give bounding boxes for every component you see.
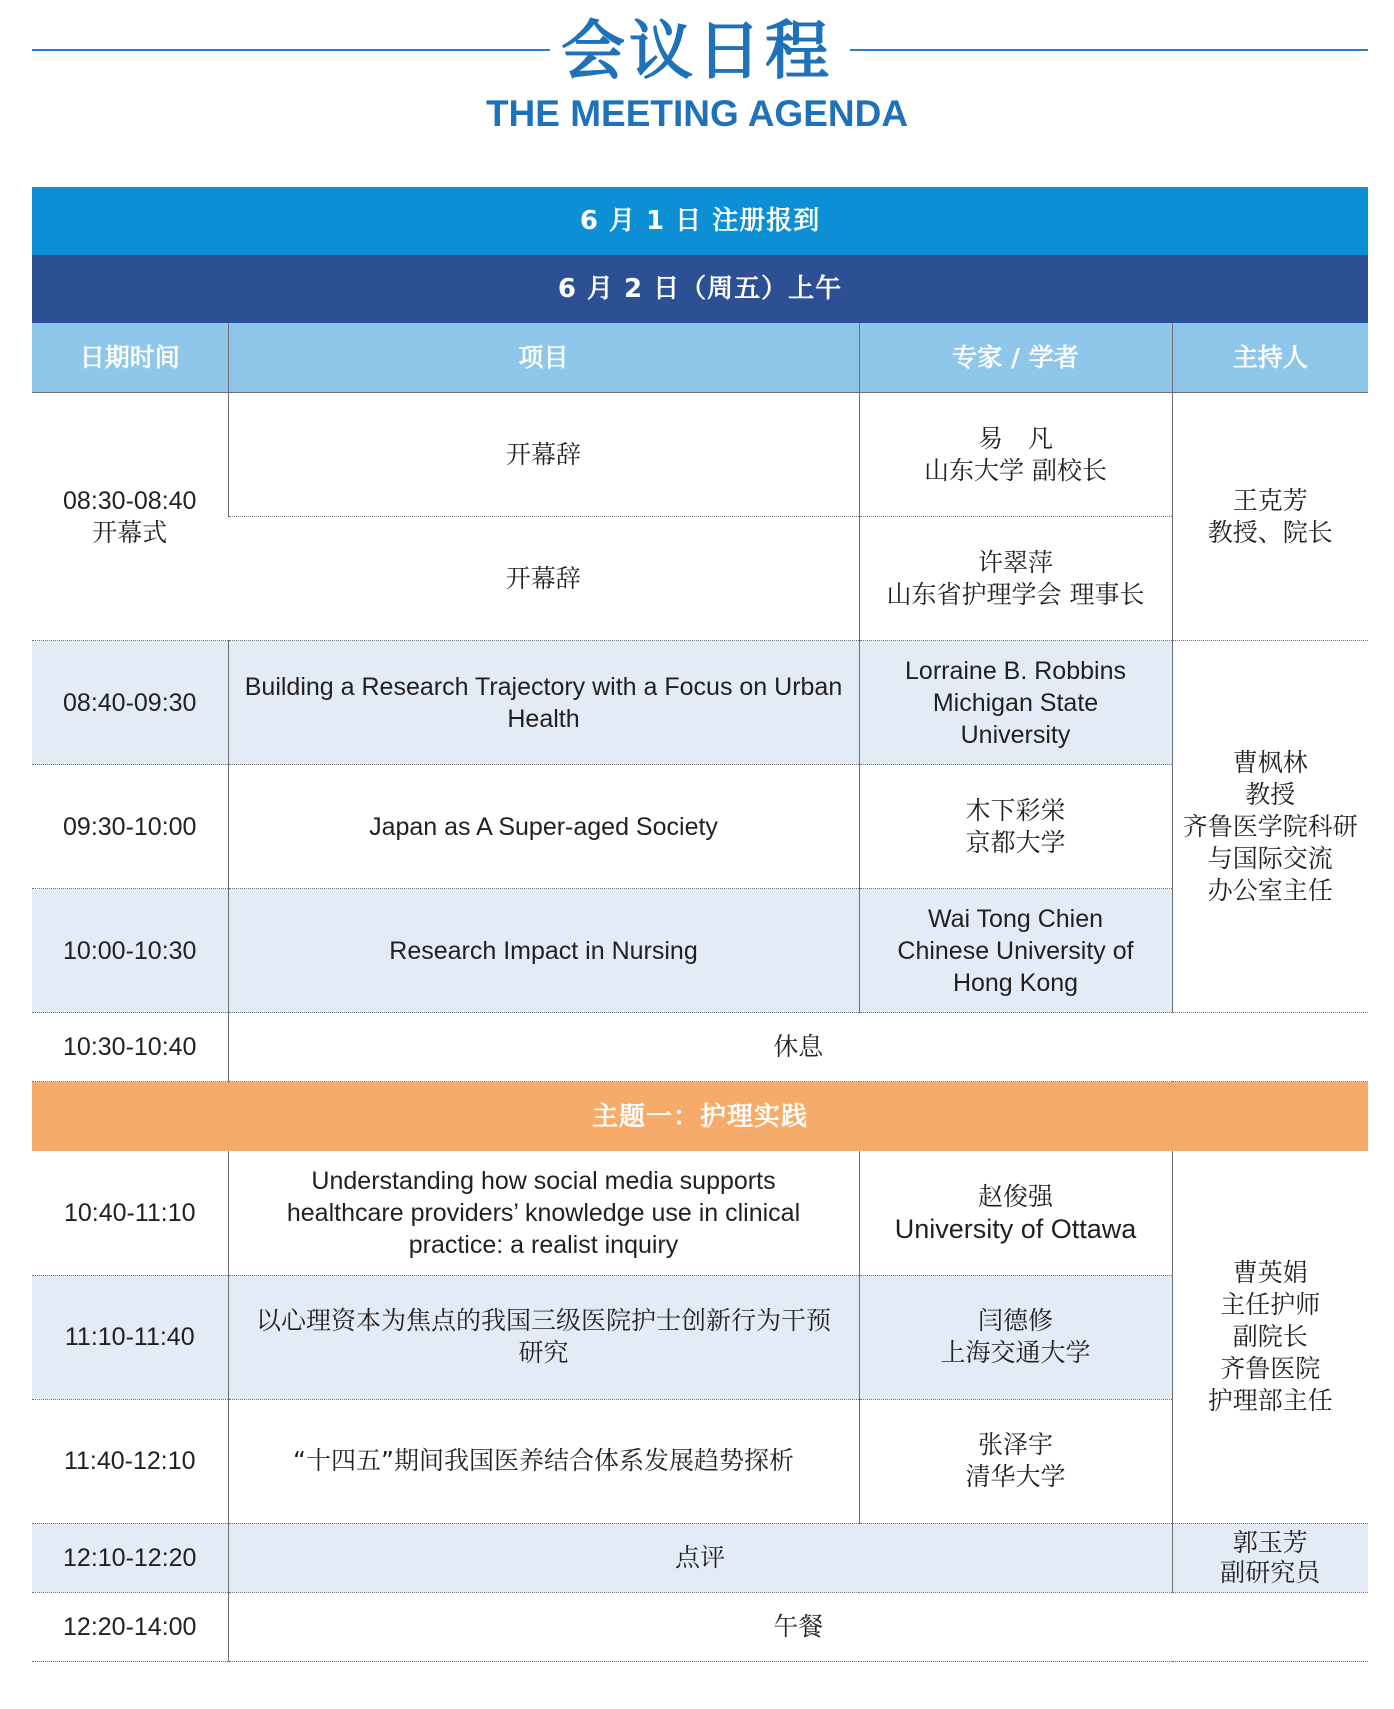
- speaker-line: 张泽宇: [977, 1430, 1053, 1459]
- table-row: [32, 1275, 1368, 1399]
- item-line: practice: a realist inquiry: [408, 1230, 679, 1259]
- table-row: [32, 641, 1368, 765]
- session1-speaker-2: [859, 765, 1172, 889]
- column-header-speaker: 专家 / 学者: [859, 323, 1172, 393]
- session2-item-2: [228, 1275, 859, 1399]
- column-header-row: [32, 323, 1368, 393]
- table-row: [32, 1592, 1368, 1661]
- host-line: 主任护师: [1220, 1289, 1321, 1319]
- session1-time-3: 10:00-10:30: [32, 889, 228, 1013]
- host-line: 副研究员: [1220, 1557, 1321, 1587]
- speaker-line: 赵俊强: [977, 1181, 1053, 1211]
- column-header-host: 主持人: [1172, 323, 1368, 393]
- host-line: 齐鲁医院: [1220, 1353, 1321, 1383]
- host-line: 办公室主任: [1207, 875, 1333, 905]
- speaker-line: University: [960, 720, 1071, 749]
- session1-time-2: 09:30-10:00: [32, 765, 228, 889]
- band-registration: 6 月 1 日 注册报到: [32, 187, 1368, 255]
- opening-time-cell: [32, 393, 228, 641]
- session1-time-1: 08:40-09:30: [32, 641, 228, 765]
- lunch-label: 午餐: [228, 1592, 1368, 1661]
- session2-time-2: 11:10-11:40: [32, 1275, 228, 1399]
- table-row: [32, 1523, 1368, 1592]
- break-time: 10:30-10:40: [32, 1013, 228, 1082]
- speaker-line: Michigan State: [932, 688, 1099, 717]
- session2-speaker-1: [859, 1151, 1172, 1275]
- band-registration-row: [32, 187, 1368, 255]
- speaker-affiliation: 山东省护理学会 理事长: [886, 579, 1145, 609]
- host-line: 与国际交流: [1207, 843, 1333, 873]
- session2-host: [1172, 1151, 1368, 1523]
- host-title: 教授、院长: [1207, 517, 1333, 547]
- table-row: [32, 1151, 1368, 1275]
- speaker-affiliation: 山东大学 副校长: [924, 455, 1107, 485]
- page-title-en: THE MEETING AGENDA: [485, 93, 909, 134]
- item-line: healthcare providers’ knowledge use in clinical: [286, 1198, 801, 1227]
- page-header: [0, 0, 1394, 150]
- break-label: 休息: [228, 1013, 1368, 1082]
- table-row: [32, 889, 1368, 1013]
- review-label: 点评: [228, 1523, 1172, 1592]
- table-row: [32, 517, 1368, 641]
- speaker-line: 清华大学: [965, 1462, 1066, 1491]
- speaker-line: University of Ottawa: [894, 1213, 1137, 1244]
- host-name: 王克芳: [1232, 485, 1308, 515]
- session1-item-1: Building a Research Trajectory with a Focus on Urban Health: [228, 641, 859, 765]
- agenda-table: [32, 187, 1368, 1662]
- host-line: 教授: [1245, 779, 1296, 809]
- opening-label: 开幕式: [92, 518, 168, 547]
- host-line: 副院长: [1232, 1321, 1308, 1351]
- speaker-line: 上海交通大学: [940, 1338, 1091, 1367]
- session1-item-2: Japan as A Super-aged Society: [228, 765, 859, 889]
- band-theme1: 主题一：护理实践: [32, 1082, 1368, 1152]
- speaker-line: 京都大学: [965, 827, 1066, 857]
- column-header-item: 项目: [228, 323, 859, 393]
- review-time: 12:10-12:20: [32, 1523, 228, 1592]
- opening-item-1: 开幕辞: [228, 393, 859, 517]
- band-theme-row: [32, 1082, 1368, 1152]
- session2-speaker-2: [859, 1275, 1172, 1399]
- opening-speaker-2: [859, 517, 1172, 641]
- session2-speaker-3: [859, 1399, 1172, 1523]
- page-title-cn: 会议日程: [561, 15, 833, 89]
- host-line: 郭玉芳: [1232, 1527, 1308, 1557]
- host-line: 曹英娟: [1232, 1257, 1308, 1287]
- speaker-line: Lorraine B. Robbins: [905, 656, 1126, 685]
- host-line: 曹枫林: [1232, 747, 1308, 777]
- item-line: 以心理资本为焦点的我国三级医院护士创新行为干预: [255, 1306, 831, 1335]
- session2-time-3: 11:40-12:10: [32, 1399, 228, 1523]
- speaker-name: 许翠萍: [977, 547, 1053, 577]
- band-day-row: [32, 255, 1368, 323]
- band-day: 6 月 2 日（周五）上午: [32, 255, 1368, 323]
- speaker-line: Hong Kong: [952, 968, 1079, 997]
- speaker-line: 闫德修: [977, 1306, 1053, 1335]
- table-row: [32, 1013, 1368, 1082]
- session1-host: [1172, 641, 1368, 1013]
- table-row: [32, 765, 1368, 889]
- opening-time: 08:30-08:40: [63, 486, 197, 515]
- session2-item-3: “十四五”期间我国医养结合体系发展趋势探析: [228, 1399, 859, 1523]
- speaker-line: 木下彩栄: [965, 795, 1066, 825]
- session1-speaker-1: [859, 641, 1172, 765]
- session2-time-1: 10:40-11:10: [32, 1151, 228, 1275]
- opening-speaker-1: [859, 393, 1172, 517]
- host-line: 护理部主任: [1207, 1385, 1333, 1415]
- column-header-time: 日期时间: [32, 323, 228, 393]
- lunch-time: 12:20-14:00: [32, 1592, 228, 1661]
- host-line: 齐鲁医学院科研: [1182, 811, 1358, 841]
- speaker-line: Chinese University of: [897, 936, 1134, 965]
- session2-item-1: [228, 1151, 859, 1275]
- table-row: [32, 393, 1368, 517]
- speaker-line: Wai Tong Chien: [927, 904, 1104, 933]
- table-row: [32, 1399, 1368, 1523]
- session1-speaker-3: [859, 889, 1172, 1013]
- speaker-name: 易 凡: [977, 423, 1053, 453]
- opening-host: [1172, 393, 1368, 641]
- item-line: Understanding how social media supports: [311, 1166, 776, 1195]
- review-host: [1172, 1523, 1368, 1592]
- opening-item-2: 开幕辞: [228, 517, 859, 641]
- item-line: 研究: [518, 1338, 569, 1367]
- session1-item-3: Research Impact in Nursing: [228, 889, 859, 1013]
